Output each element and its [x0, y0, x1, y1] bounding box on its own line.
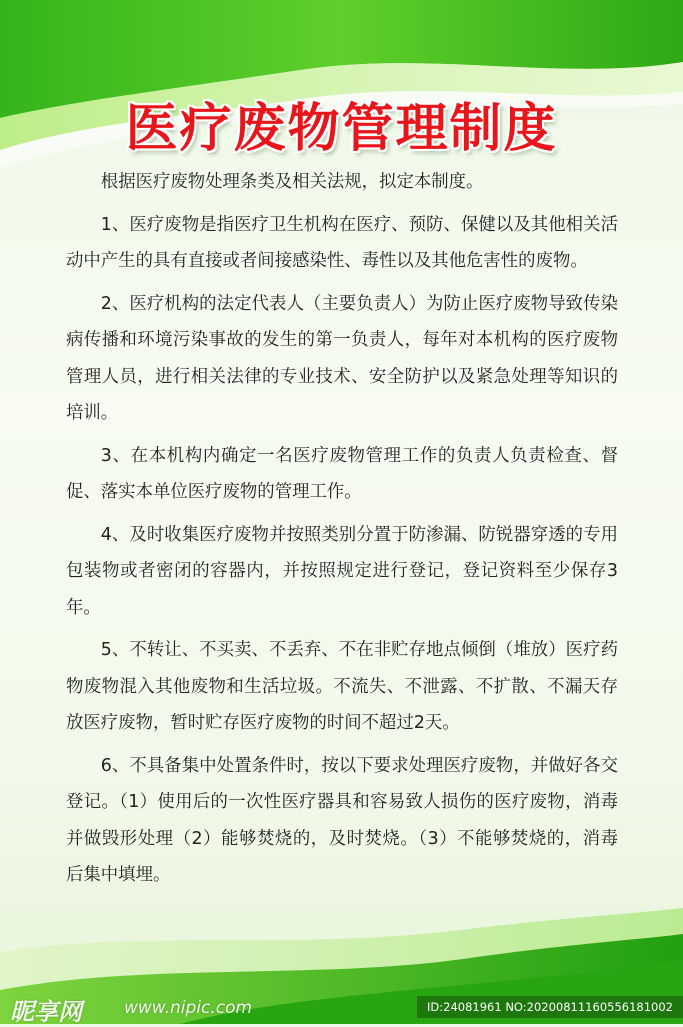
paragraph-line: 及其他危害性的废物。: [413, 251, 588, 271]
rule-paragraph-2: [66, 286, 618, 432]
rule-paragraph-5: [66, 632, 618, 742]
paragraph-line: 4、及时收集医疗废物并按照类别分置于防渗漏、防锐: [100, 524, 514, 545]
watermark-id: ID:24081961 NO:20200811160556181002: [417, 996, 683, 1018]
paragraph-line: 不泄露、不扩散、不漏天存放医疗废物，暂时贮存医疗废物: [66, 676, 618, 733]
watermark-url: www.nipic.com: [124, 998, 253, 1018]
rule-paragraph-6: [66, 748, 618, 894]
paragraph-line: 及其他相关活动中产生的具有直接或者间接感染性、毒性以: [66, 214, 618, 271]
paragraph-line: 2、医疗机构的法定代表人（主要负责人）为防止医疗: [100, 293, 514, 314]
rule-paragraph-4: [66, 517, 618, 627]
paragraph-line: 术、安全防护以及紧急处理等知识的培训。: [66, 366, 618, 423]
paragraph-line: 易致人损伤的医疗废物，消毒并做毁形处理（2）能够焚烧: [66, 792, 618, 849]
paragraph-line: 责检查、督促、落实本单位医疗废物的管理工作。: [66, 445, 618, 502]
paragraph-line: 的时间不超过2天。: [309, 713, 460, 733]
regulation-body: [66, 164, 618, 900]
paragraph-line: 物，并做好各交登记。（1）使用后的一次性医疗器具和容: [66, 755, 618, 812]
paragraph-line: 器穿透的专用包装物或者密闭的容器内，并按照规定进行登: [66, 524, 618, 581]
paragraph-line: 6、不具备集中处置条件时，按以下要求处理医疗废: [100, 755, 496, 776]
watermark-bar: [0, 990, 683, 1024]
page-title: 医疗废物管理制度: [125, 99, 558, 159]
paragraph-line: （堆放）医疗药物废物混入其他废物和生活垃圾。不流失、: [66, 640, 618, 697]
paragraph-line: 每年对本机构的医疗废物管理人员，进行相关法律的专业技: [66, 330, 618, 387]
rule-paragraph-3: [66, 438, 618, 511]
paragraph-line: 5、不转让、不买卖、不丢弃、不在非贮存地点倾倒: [100, 640, 496, 660]
paragraph-line: 根据医疗废物处理条类及相关法规，拟定本制度。: [100, 172, 484, 192]
intro-paragraph: [66, 164, 618, 201]
rule-paragraph-1: [66, 207, 618, 280]
paragraph-line: 记，登记资料至少保存3年。: [66, 561, 618, 618]
paragraph-line: 3、在本机构内确定一名医疗废物管理工作的负责人负: [100, 445, 529, 466]
paragraph-line: 废物导致传染病传播和环境污染事故的发生的第一负责人，: [66, 293, 618, 350]
watermark-logo: 昵享网: [10, 998, 82, 1026]
paragraph-line: 1、医疗废物是指医疗卫生机构在医疗、预防、保健以: [100, 214, 514, 235]
paragraph-line: 的，及时焚烧。（3）不能够焚烧的，消毒后集中填埋。: [66, 828, 618, 885]
